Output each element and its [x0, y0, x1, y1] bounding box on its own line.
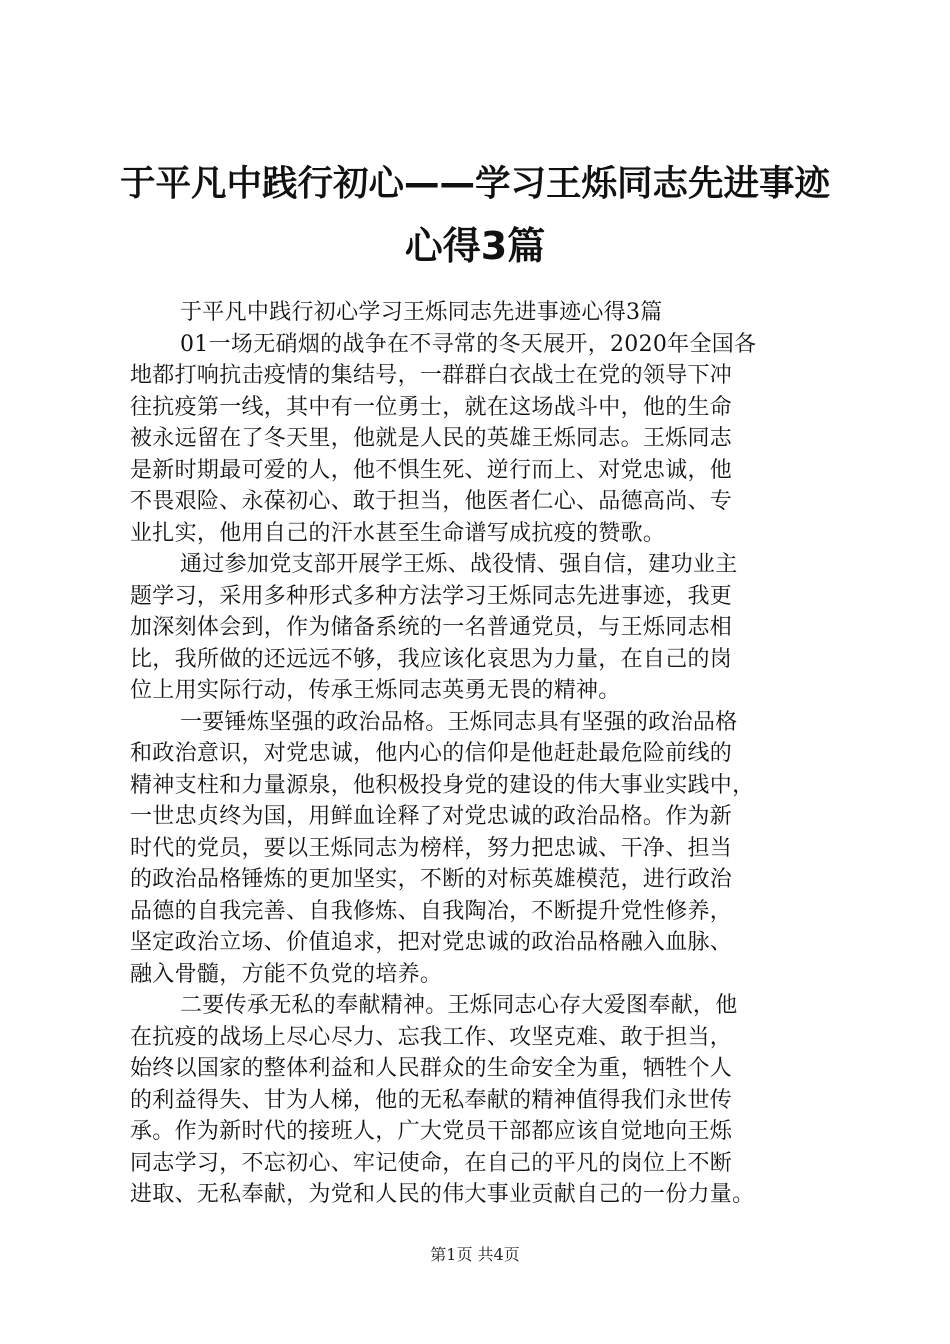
paragraph-line: 进取、无私奉献，为党和人民的伟大事业贡献自己的一份力量。: [130, 1182, 755, 1207]
page-footer: 第1页 共4页: [430, 1245, 520, 1264]
paragraph-line: 业扎实，他用自己的汗水甚至生命谱写成抗疫的赞歌。: [130, 520, 666, 546]
paragraph-line: 的政治品格锤炼的更加坚实，不断的对标英雄模范，进行政治: [130, 867, 733, 892]
paragraph-line: 一要锤炼坚强的政治品格。王烁同志具有坚强的政治品格: [180, 709, 738, 735]
paragraph-line: 通过参加党支部开展学王烁、战役情、强自信，建功业主: [180, 552, 738, 577]
paragraph-line: 时代的党员，要以王烁同志为榜样，努力把忠诚、干净、担当: [130, 835, 733, 861]
paragraph-line: 加深刻体会到，作为储备系统的一名普通党员，与王烁同志相: [130, 615, 733, 640]
document-title-line-1: 于平凡中践行初心——学习王烁同志先进事迹: [120, 163, 831, 204]
paragraph-line: 精神支柱和力量源泉，他积极投身党的建设的伟大事业实践中，: [130, 772, 755, 798]
subtitle-line: 于平凡中践行初心学习王烁同志先进事迹心得3篇: [180, 300, 663, 325]
paragraph-line: 01一场无硝烟的战争在不寻常的冬天展开，2020年全国各: [180, 331, 757, 357]
paragraph-line: 题学习，采用多种形式多种方法学习王烁同志先进事迹，我更: [130, 583, 733, 609]
paragraph-line: 位上用实际行动，传承王烁同志英勇无畏的精神。: [130, 678, 621, 703]
paragraph-line: 融入骨髓，方能不负党的培养。: [130, 961, 443, 987]
paragraph-line: 是新时期最可爱的人，他不惧生死、逆行而上、对党忠诚，他: [130, 457, 733, 483]
document-title-line-2: 心得3篇: [404, 224, 546, 268]
paragraph-line: 承。作为新时代的接班人，广大党员干部都应该自觉地向王烁: [130, 1119, 733, 1144]
paragraph-line: 始终以国家的整体利益和人民群众的生命安全为重，牺牲个人: [130, 1056, 733, 1081]
paragraph-line: 品德的自我完善、自我修炼、自我陶冶，不断提升党性修养，: [130, 898, 733, 924]
paragraph-line: 往抗疫第一线，其中有一位勇士，就在这场战斗中，他的生命: [130, 394, 733, 420]
paragraph-line: 地都打响抗击疫情的集结号，一群群白衣战士在党的领导下冲: [130, 363, 733, 388]
paragraph-line: 的利益得失、甘为人梯，他的无私奉献的精神值得我们永世传: [130, 1087, 733, 1113]
document-body: [130, 297, 835, 1211]
paragraph-line: 一世忠贞终为国，用鲜血诠释了对党忠诚的政治品格。作为新: [130, 804, 733, 829]
paragraph-line: 被永远留在了冬天里，他就是人民的英雄王烁同志。王烁同志: [130, 426, 733, 451]
paragraph-line: 不畏艰险、永葆初心、敢于担当，他医者仁心、品德高尚、专: [130, 489, 733, 514]
paragraph-line: 在抗疫的战场上尽心尽力、忘我工作、攻坚克难、敢于担当，: [130, 1024, 733, 1050]
paragraph-line: 比，我所做的还远远不够，我应该化哀思为力量，在自己的岗: [130, 646, 733, 672]
paragraph-line: 坚定政治立场、价值追求，把对党忠诚的政治品格融入血脉、: [130, 930, 733, 955]
paragraph-line: 二要传承无私的奉献精神。王烁同志心存大爱图奉献，他: [180, 993, 738, 1018]
paragraph-line: 和政治意识，对党忠诚，他内心的信仰是他赶赴最危险前线的: [130, 741, 733, 766]
paragraph-line: 同志学习，不忘初心、牢记使命，在自己的平凡的岗位上不断: [130, 1150, 733, 1176]
